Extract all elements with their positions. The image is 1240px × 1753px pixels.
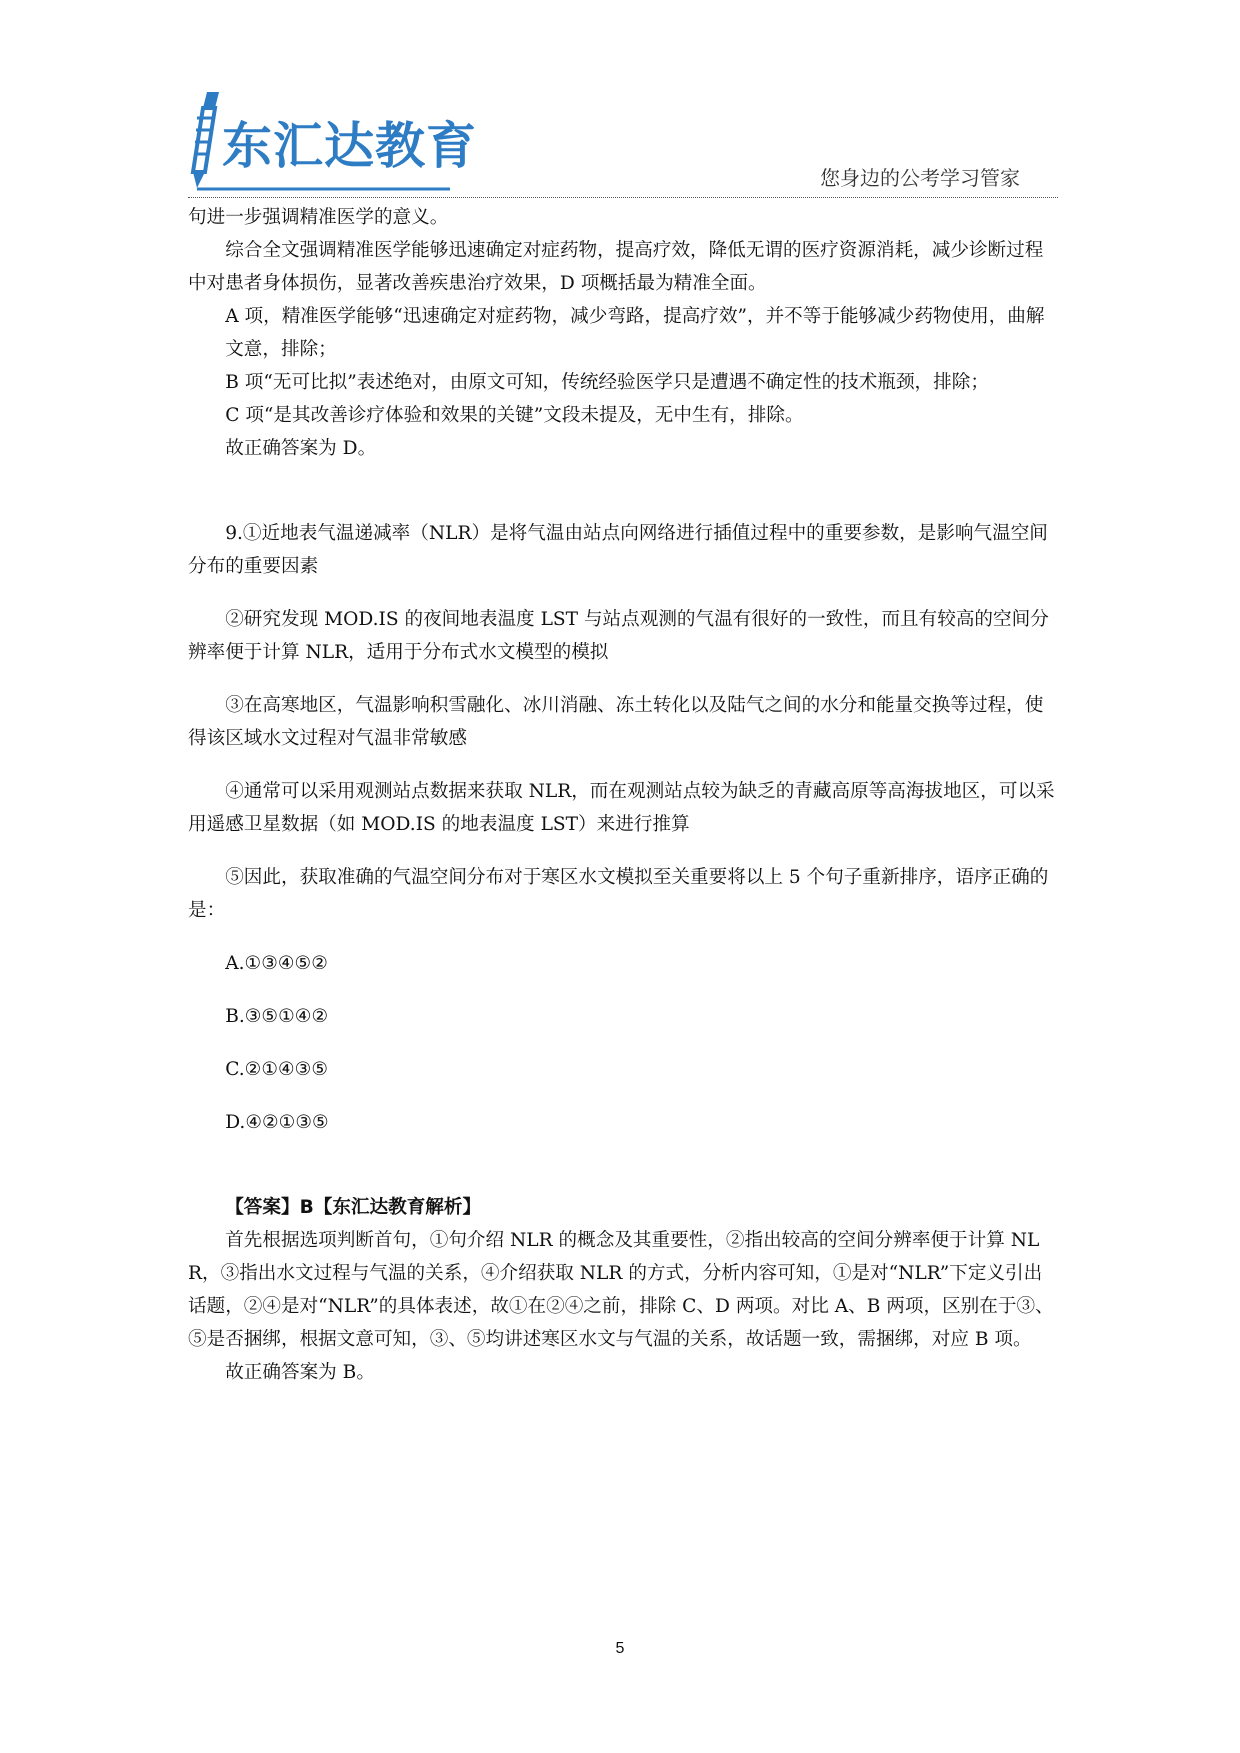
- logo-text: 东汇达教育: [222, 117, 477, 175]
- prev-analysis-option-c: C 项“是其改善诊疗体验和效果的关键”文段未提及，无中生有，排除。: [225, 405, 804, 426]
- page-content: [188, 201, 1058, 1389]
- question-sentence-4: ④通常可以采用观测站点数据来获取 NLR，而在观测站点较为缺乏的青藏高原等高海拔地区，可以采用遥感卫星数据（如 MOD.IS 的地表温度 LST）来进行推算: [188, 781, 1055, 835]
- prev-analysis-line: 句进一步强调精准医学的意义。: [188, 207, 449, 228]
- header-tagline: 您身边的公考学习管家: [820, 166, 1020, 190]
- header-divider: [188, 197, 1058, 198]
- question-sentence-3: ③在高寒地区，气温影响积雪融化、冰川消融、冻土转化以及陆气之间的水分和能量交换等过程，使得该区域水文过程对气温非常敏感: [188, 695, 1044, 749]
- prev-analysis-option-a: A 项，精准医学能够“迅速确定对症药物，减少弯路，提高疗效”，并不等于能够减少药物使用，曲解文意，排除；: [225, 306, 1045, 360]
- question-sentence-2: ②研究发现 MOD.IS 的夜间地表温度 LST 与站点观测的气温有很好的一致性，而且有较高的空间分辨率便于计算 NLR，适用于分布式水文模型的模拟: [188, 609, 1049, 663]
- prev-analysis-option-b: B 项“无可比拟”表述绝对，由原文可知，传统经验医学只是遭遇不确定性的技术瓶颈，排除；: [225, 372, 989, 393]
- prev-analysis-conclusion: 故正确答案为 D。: [225, 438, 377, 459]
- answer-conclusion: 故正确答案为 B。: [225, 1362, 375, 1383]
- answer-analysis: 首先根据选项判断首句，①句介绍 NLR 的概念及其重要性，②指出较高的空间分辨率便于计算 NLR，③指出水文过程与气温的关系，④介绍获取 NLR 的方式，分析内容可知，①是对“NLR”下定义引出话题，②④是对“NLR”的具体表述，故①在②④之前，排除 C、D 两项。对比 A、B 两项，区别在于③、⑤是否捆绑，根据文意可知，③、⑤均讲述寒区水文与气温的关系，故话题一致，需捆绑，对应 B 项。: [188, 1230, 1054, 1350]
- option-c: C.②①④③⑤: [225, 1059, 329, 1080]
- page-number: 5: [615, 1640, 625, 1657]
- answer-heading: 【答案】B【东汇达教育解析】: [225, 1197, 482, 1218]
- option-d: D.④②①③⑤: [225, 1112, 329, 1133]
- option-b: B.③⑤①④②: [225, 1006, 329, 1027]
- question-sentence-5: ⑤因此，获取准确的气温空间分布对于寒区水文模拟至关重要将以上 5 个句子重新排序，语序正确的是：: [188, 867, 1049, 921]
- prev-analysis-summary: 综合全文强调精准医学能够迅速确定对症药物，提高疗效，降低无谓的医疗资源消耗，减少诊断过程中对患者身体损伤，显著改善疾患治疗效果，D 项概括最为精准全面。: [188, 240, 1044, 294]
- option-a: A.①③④⑤②: [225, 953, 328, 974]
- question-sentence-1: 9.①近地表气温递减率（NLR）是将气温由站点向网络进行插值过程中的重要参数，是影响气温空间分布的重要因素: [188, 523, 1048, 577]
